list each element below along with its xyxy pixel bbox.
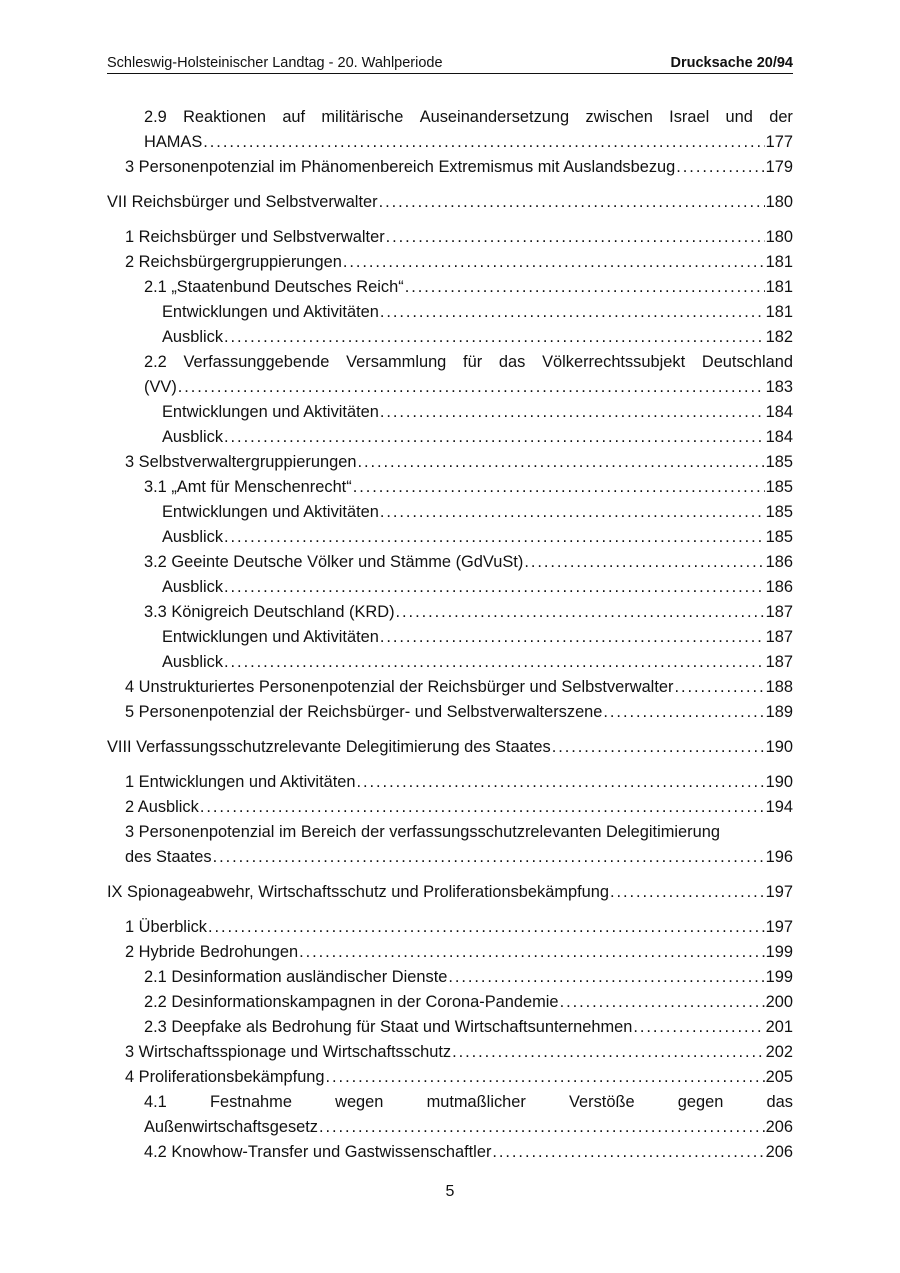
toc-entry-page: 197 xyxy=(765,883,793,901)
toc-entry-page: 190 xyxy=(765,773,793,791)
dot-leader xyxy=(224,575,765,600)
toc-entry-word: Völkerrechtssubjekt xyxy=(542,353,686,371)
toc-entry[interactable] xyxy=(107,155,793,180)
dot-leader xyxy=(178,375,765,400)
toc-entry-word: Verstöße xyxy=(569,1093,635,1111)
toc-entry-page: 187 xyxy=(765,628,793,646)
toc-entry[interactable] xyxy=(107,795,793,820)
toc-entry-page: 180 xyxy=(765,193,793,211)
document-number: Drucksache 20/94 xyxy=(670,55,793,71)
toc-entry[interactable] xyxy=(107,400,793,425)
toc-entry-title: 2.1 „Staatenbund Deutsches Reich“ xyxy=(144,278,404,296)
dot-leader xyxy=(380,625,765,650)
toc-entry-title: Entwicklungen und Aktivitäten xyxy=(162,403,379,421)
toc-entry[interactable] xyxy=(107,600,793,625)
dot-leader xyxy=(343,250,765,275)
toc-entry[interactable] xyxy=(107,1015,793,1040)
toc-entry-page: 181 xyxy=(765,278,793,296)
toc-entry[interactable] xyxy=(107,1090,793,1115)
toc-entry-title: 2 Hybride Bedrohungen xyxy=(125,943,299,961)
dot-leader xyxy=(492,1140,764,1165)
toc-entry-title: 3 Personenpotenzial im Phänomenbereich Extremismus mit Auslandsbezug xyxy=(125,158,676,176)
toc-entry-word: mutmaßlicher xyxy=(426,1093,526,1111)
dot-leader xyxy=(603,700,764,725)
toc-entry-page: 196 xyxy=(765,848,793,866)
toc-entry-title: Außenwirtschaftsgesetz xyxy=(144,1118,318,1136)
toc-entry-page: 206 xyxy=(765,1118,793,1136)
toc-entry-word: 4.1 xyxy=(144,1093,167,1111)
dot-leader xyxy=(405,275,765,300)
toc-entry-page: 187 xyxy=(765,603,793,621)
toc-entry[interactable] xyxy=(107,250,793,275)
toc-entry-page: 202 xyxy=(765,1043,793,1061)
toc-entry-title: 2 Reichsbürgergruppierungen xyxy=(125,253,342,271)
toc-entry-title: 4 Unstrukturiertes Personenpotenzial der Reichsbürger und Selbstverwalter xyxy=(125,678,674,696)
toc-entry-title: Ausblick xyxy=(162,653,224,671)
toc-entry-word: für xyxy=(463,353,483,371)
toc-entry-word: der xyxy=(769,108,793,126)
toc-entry-word: Versammlung xyxy=(346,353,447,371)
toc-entry-title: Entwicklungen und Aktivitäten xyxy=(162,628,379,646)
toc-entry-word: das xyxy=(498,353,526,371)
toc-entry[interactable] xyxy=(107,350,793,375)
toc-entry[interactable] xyxy=(107,105,793,130)
toc-entry-title: 1 Entwicklungen und Aktivitäten xyxy=(125,773,356,791)
toc-entry-title: Ausblick xyxy=(162,578,224,596)
dot-leader xyxy=(452,1040,765,1065)
dot-leader xyxy=(524,550,764,575)
toc-entry-page: 184 xyxy=(765,403,793,421)
toc-entry[interactable] xyxy=(107,450,793,475)
toc-entry-word: Israel xyxy=(669,108,710,126)
toc-entry-word: Deutschland xyxy=(701,353,793,371)
toc-entry-title: HAMAS xyxy=(144,133,203,151)
toc-entry-word: gegen xyxy=(677,1093,724,1111)
toc-entry[interactable] xyxy=(107,990,793,1015)
dot-leader xyxy=(379,190,765,215)
dot-leader xyxy=(674,675,764,700)
dot-leader xyxy=(448,965,764,990)
toc-entry-word: Verfassunggebende xyxy=(183,353,330,371)
toc-entry-title: 4.2 Knowhow-Transfer und Gastwissenschaftler xyxy=(144,1143,492,1161)
toc-entry-word: militärische xyxy=(321,108,404,126)
toc-entry[interactable] xyxy=(107,820,793,845)
toc-entry-title: Ausblick xyxy=(162,528,224,546)
table-of-contents xyxy=(107,105,793,1165)
toc-entry-word: auf xyxy=(282,108,306,126)
dot-leader xyxy=(676,155,764,180)
toc-entry-page: 189 xyxy=(765,703,793,721)
toc-entry[interactable] xyxy=(107,940,793,965)
toc-entry-title: 3 Wirtschaftsspionage und Wirtschaftsschutz xyxy=(125,1043,452,1061)
toc-entry-title: 2.3 Deepfake als Bedrohung für Staat und Wirtschaftsunternehmen xyxy=(144,1018,633,1036)
dot-leader xyxy=(380,500,765,525)
toc-entry[interactable] xyxy=(107,325,793,350)
toc-entry-page: 184 xyxy=(765,428,793,446)
dot-leader xyxy=(200,795,765,820)
toc-entry-word: Reaktionen xyxy=(183,108,267,126)
page-number: 5 xyxy=(445,1183,455,1200)
toc-entry-page: 197 xyxy=(765,918,793,936)
toc-entry-page: 201 xyxy=(765,1018,793,1036)
page-header xyxy=(107,55,793,74)
toc-entry[interactable] xyxy=(107,1115,793,1140)
toc-entry[interactable] xyxy=(107,880,793,905)
toc-entry-title: 3 Selbstverwaltergruppierungen xyxy=(125,453,357,471)
dot-leader xyxy=(386,225,765,250)
toc-entry-page: 190 xyxy=(765,738,793,756)
dot-leader xyxy=(208,915,765,940)
dot-leader xyxy=(224,525,765,550)
toc-entry-word: 2.9 xyxy=(144,108,167,126)
toc-entry-page: 182 xyxy=(765,328,793,346)
toc-entry[interactable] xyxy=(107,845,793,870)
toc-entry-page: 185 xyxy=(765,453,793,471)
toc-entry-title: 4 Proliferationsbekämpfung xyxy=(125,1068,325,1086)
dot-leader xyxy=(213,845,765,870)
toc-entry[interactable] xyxy=(107,300,793,325)
toc-entry-page: 177 xyxy=(765,133,793,151)
toc-entry[interactable] xyxy=(107,190,793,215)
toc-entry-page: 205 xyxy=(765,1068,793,1086)
dot-leader xyxy=(380,400,765,425)
toc-entry[interactable] xyxy=(107,915,793,940)
dot-leader xyxy=(396,600,765,625)
dot-leader xyxy=(552,735,765,760)
toc-entry-page: 200 xyxy=(765,993,793,1011)
toc-entry-title: 1 Überblick xyxy=(125,918,207,936)
toc-entry-word: 2.2 xyxy=(144,353,167,371)
dot-leader xyxy=(299,940,765,965)
toc-entry[interactable] xyxy=(107,550,793,575)
toc-entry[interactable] xyxy=(107,425,793,450)
toc-entry-page: 206 xyxy=(765,1143,793,1161)
toc-entry-title: IX Spionageabwehr, Wirtschaftsschutz und Proliferationsbekämpfung xyxy=(107,883,610,901)
dot-leader xyxy=(224,650,765,675)
dot-leader xyxy=(357,770,765,795)
toc-entry-word: das xyxy=(766,1093,793,1111)
header-title: Schleswig-Holsteinischer Landtag - 20. Wahlperiode xyxy=(107,55,443,71)
toc-entry-word: 3 Personenpotenzial im Bereich der verfassungsschutzrelevanten Delegitimierung xyxy=(125,823,720,841)
toc-entry-title: 1 Reichsbürger und Selbstverwalter xyxy=(125,228,385,246)
dot-leader xyxy=(326,1065,765,1090)
toc-entry-title: 3.1 „Amt für Menschenrecht“ xyxy=(144,478,352,496)
toc-entry-title: Ausblick xyxy=(162,328,224,346)
toc-entry-title: Ausblick xyxy=(162,428,224,446)
dot-leader xyxy=(203,130,764,155)
toc-entry-page: 199 xyxy=(765,943,793,961)
dot-leader xyxy=(357,450,764,475)
toc-entry[interactable] xyxy=(107,375,793,400)
toc-entry-title: 5 Personenpotenzial der Reichsbürger- und Selbstverwalterszene xyxy=(125,703,603,721)
toc-entry-title: (VV) xyxy=(144,378,177,396)
dot-leader xyxy=(633,1015,764,1040)
toc-entry[interactable] xyxy=(107,225,793,250)
toc-entry-word: und xyxy=(725,108,753,126)
toc-entry-word: wegen xyxy=(335,1093,384,1111)
toc-entry-page: 181 xyxy=(765,303,793,321)
toc-entry-title: Entwicklungen und Aktivitäten xyxy=(162,303,379,321)
toc-entry-title: 2 Ausblick xyxy=(125,798,199,816)
toc-entry[interactable] xyxy=(107,965,793,990)
toc-entry-word: Auseinandersetzung xyxy=(419,108,570,126)
toc-entry[interactable] xyxy=(107,735,793,760)
toc-entry[interactable] xyxy=(107,500,793,525)
toc-entry-page: 183 xyxy=(765,378,793,396)
toc-entry[interactable] xyxy=(107,475,793,500)
toc-entry[interactable] xyxy=(107,650,793,675)
dot-leader xyxy=(610,880,765,905)
toc-entry[interactable] xyxy=(107,575,793,600)
toc-entry-page: 181 xyxy=(765,253,793,271)
toc-entry-title: VIII Verfassungsschutzrelevante Delegitimierung des Staates xyxy=(107,738,551,756)
dot-leader xyxy=(560,990,765,1015)
dot-leader xyxy=(353,475,765,500)
toc-entry-title: 3.3 Königreich Deutschland (KRD) xyxy=(144,603,395,621)
dot-leader xyxy=(380,300,765,325)
toc-entry[interactable] xyxy=(107,1065,793,1090)
toc-entry-word: zwischen xyxy=(585,108,653,126)
toc-entry-title: des Staates xyxy=(125,848,212,866)
dot-leader xyxy=(224,325,765,350)
toc-entry-page: 188 xyxy=(765,678,793,696)
toc-entry-title: VII Reichsbürger und Selbstverwalter xyxy=(107,193,378,211)
toc-entry-page: 194 xyxy=(765,798,793,816)
toc-entry-title: Entwicklungen und Aktivitäten xyxy=(162,503,379,521)
toc-entry-title: 3.2 Geeinte Deutsche Völker und Stämme (GdVuSt) xyxy=(144,553,524,571)
toc-entry-page: 186 xyxy=(765,578,793,596)
toc-entry[interactable] xyxy=(107,525,793,550)
toc-entry-page: 187 xyxy=(765,653,793,671)
dot-leader xyxy=(319,1115,765,1140)
toc-entry[interactable] xyxy=(107,1140,793,1165)
toc-entry-page: 185 xyxy=(765,478,793,496)
dot-leader xyxy=(224,425,765,450)
toc-entry-page: 185 xyxy=(765,503,793,521)
toc-entry-page: 179 xyxy=(765,158,793,176)
toc-entry[interactable] xyxy=(107,675,793,700)
toc-entry-page: 185 xyxy=(765,528,793,546)
toc-entry-page: 180 xyxy=(765,228,793,246)
toc-entry[interactable] xyxy=(107,275,793,300)
toc-entry-page: 199 xyxy=(765,968,793,986)
toc-entry[interactable] xyxy=(107,1040,793,1065)
toc-entry-page: 186 xyxy=(765,553,793,571)
toc-entry[interactable] xyxy=(107,700,793,725)
toc-entry-word: Festnahme xyxy=(209,1093,292,1111)
toc-entry-title: 2.1 Desinformation ausländischer Dienste xyxy=(144,968,448,986)
toc-entry-title: 2.2 Desinformationskampagnen in der Corona-Pandemie xyxy=(144,993,559,1011)
toc-entry[interactable] xyxy=(107,130,793,155)
toc-entry[interactable] xyxy=(107,625,793,650)
toc-entry[interactable] xyxy=(107,770,793,795)
